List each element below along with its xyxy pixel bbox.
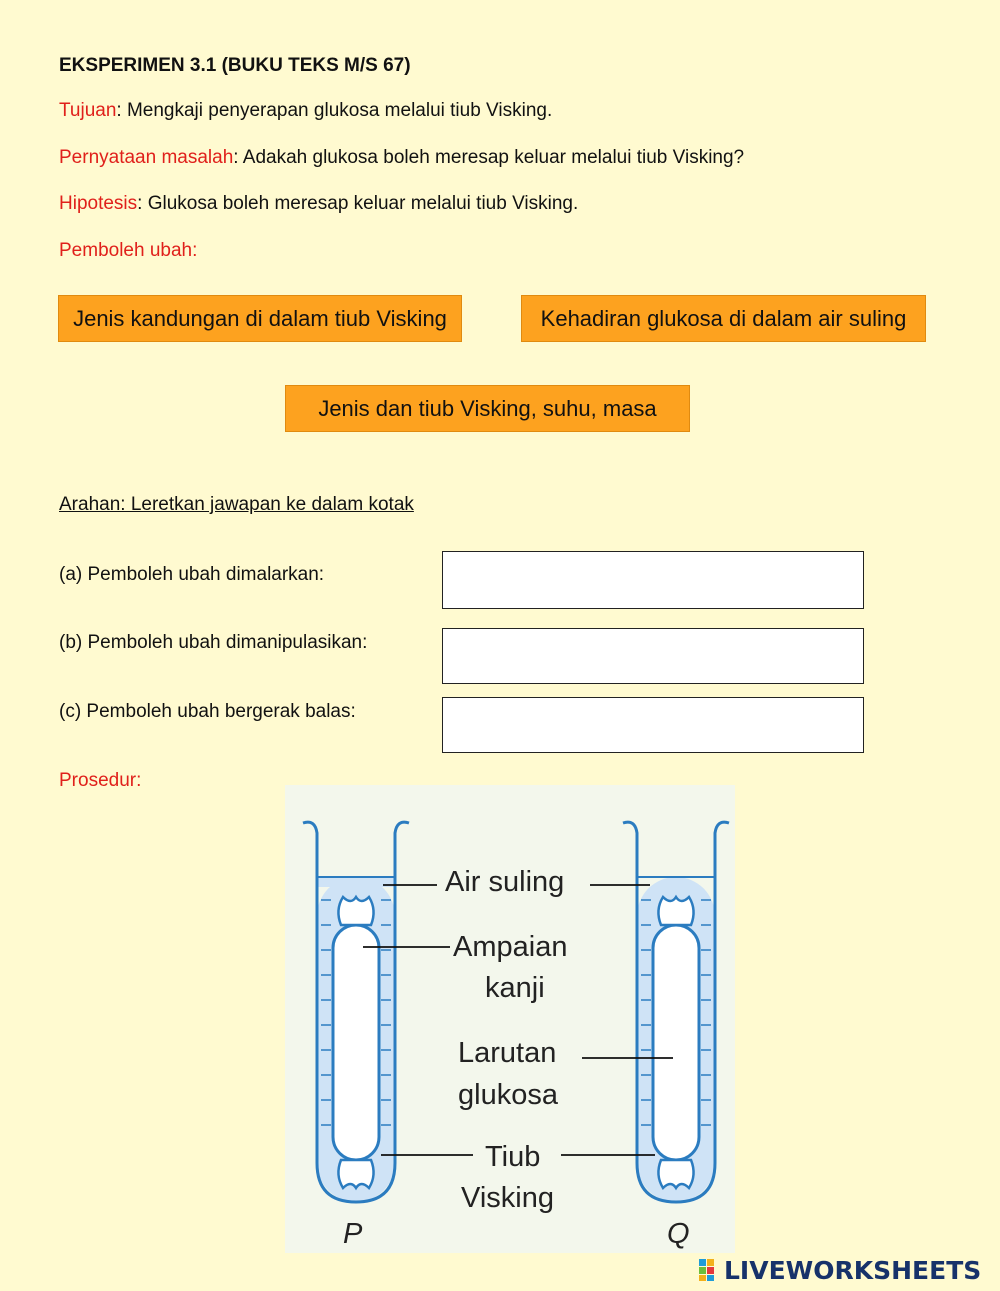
visking-tube-diagram [285,785,735,1253]
page-title: EKSPERIMEN 3.1 (BUKU TEKS M/S 67) [59,55,411,76]
logo-text: LIVEWORKSHEETS [724,1255,982,1285]
logo-blocks-icon [698,1258,724,1282]
aim-text: : Mengkaji penyerapan glukosa melalui tiub Visking. [116,100,553,121]
answer-dropbox-b[interactable] [442,628,864,684]
question-label-b: (b) Pemboleh ubah dimanipulasikan: [59,632,368,653]
question-label-c: (c) Pemboleh ubah bergerak balas: [59,701,356,722]
label-tube-1: Tiub [485,1141,541,1173]
problem-line [59,147,744,169]
liveworksheets-logo [698,1255,981,1285]
variables-heading: Pemboleh ubah: [59,240,198,261]
answer-chip[interactable]: Jenis kandungan di dalam tiub Visking [58,295,462,342]
label-starch-2: kanji [485,972,545,1004]
problem-label: Pernyataan masalah [59,147,234,168]
hypothesis-line [59,193,578,215]
hypothesis-label: Hipotesis [59,193,138,214]
answer-chip[interactable]: Kehadiran glukosa di dalam air suling [521,295,926,342]
aim-line [59,100,552,122]
hypothesis-text: : Glukosa boleh meresap keluar melalui tiub Visking. [137,193,579,214]
answer-chip[interactable]: Jenis dan tiub Visking, suhu, masa [285,385,690,432]
label-glucose-1: Larutan [458,1037,557,1069]
label-tube-2: Visking [461,1182,554,1214]
test-tube-q [623,822,729,1202]
test-tube-p [303,822,409,1202]
label-distilled-water: Air suling [445,866,565,898]
label-tube-q: Q [667,1218,690,1250]
label-starch-1: Ampaian [453,931,568,963]
question-label-a: (a) Pemboleh ubah dimalarkan: [59,564,325,585]
answer-dropbox-a[interactable] [442,551,864,609]
label-tube-p: P [343,1218,363,1250]
label-glucose-2: glukosa [458,1079,558,1111]
problem-text: : Adakah glukosa boleh meresap keluar melalui tiub Visking? [233,147,745,168]
instructions: Arahan: Leretkan jawapan ke dalam kotak [59,494,414,515]
aim-label: Tujuan [59,100,117,121]
procedure-heading: Prosedur: [59,770,142,791]
answer-dropbox-c[interactable] [442,697,864,753]
